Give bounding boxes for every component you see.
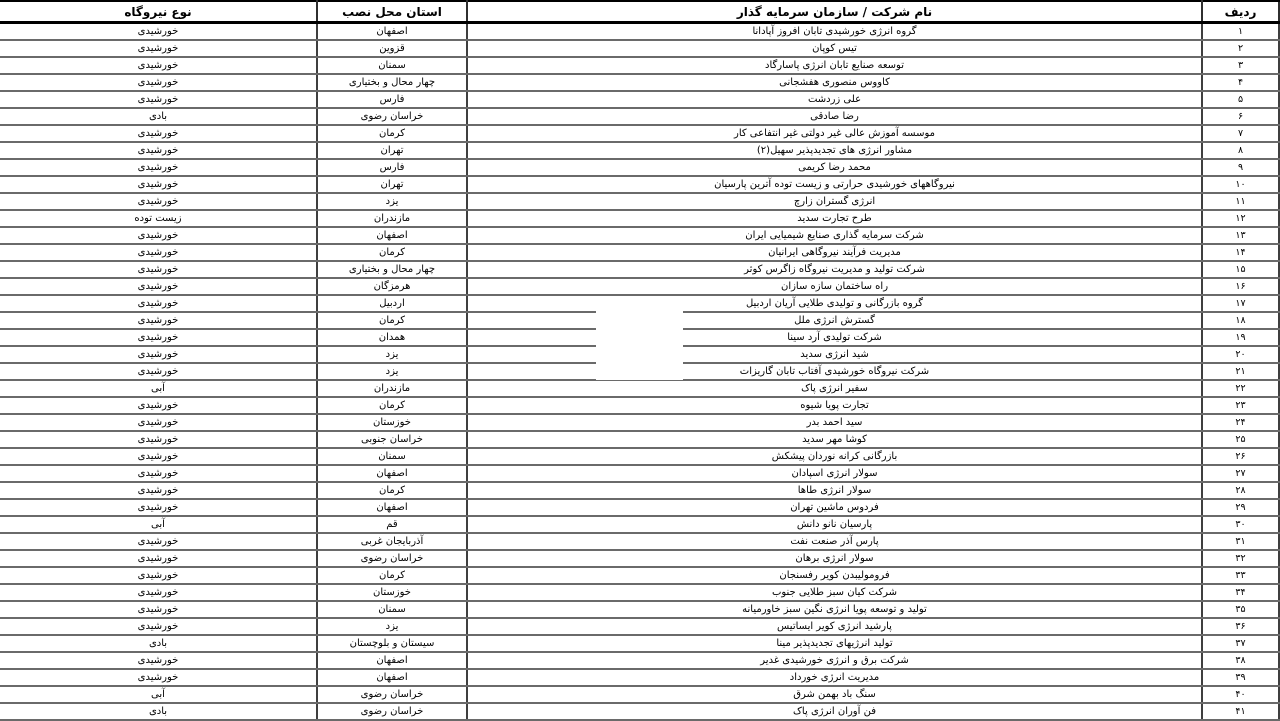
row-number-cell: ۵ [1202,91,1279,108]
company-cell: بازرگانی کرانه نوردان پیشکش [467,448,1202,465]
row-number-cell: ۲۵ [1202,431,1279,448]
row-number-cell: ۱۷ [1202,295,1279,312]
type-cell: خورشیدی [0,312,317,329]
table-row [0,550,1279,567]
type-cell: خورشیدی [0,74,317,91]
table-row [0,261,1279,278]
type-cell: بادی [0,108,317,125]
company-cell: مدیریت فرآیند نیروگاهی ایرانیان [467,244,1202,261]
company-cell: گروه انرژی خورشیدی تابان افروز آپادانا [467,23,1202,41]
province-cell: خراسان رضوی [317,108,467,125]
table-row [0,57,1279,74]
type-cell: خورشیدی [0,601,317,618]
table-row [0,516,1279,533]
row-number-cell: ۴ [1202,74,1279,91]
type-cell: آبی [0,516,317,533]
province-cell: یزد [317,346,467,363]
province-cell: قزوین [317,40,467,57]
row-number-cell: ۸ [1202,142,1279,159]
company-cell: شرکت تولید و مدیریت نیروگاه زاگرس کوثر [467,261,1202,278]
table-row [0,482,1279,499]
row-number-cell: ۲۷ [1202,465,1279,482]
table-row [0,74,1279,91]
row-number-cell: ۶ [1202,108,1279,125]
table-row [0,431,1279,448]
type-cell: خورشیدی [0,261,317,278]
table-row [0,635,1279,652]
row-number-cell: ۷ [1202,125,1279,142]
table-row [0,618,1279,635]
company-cell: گسترش انرژی ملل [467,312,1202,329]
company-cell: انرژی گستران زارچ [467,193,1202,210]
table-row [0,499,1279,516]
type-cell: خورشیدی [0,295,317,312]
province-cell: خوزستان [317,414,467,431]
company-cell: سولار انرژی طاها [467,482,1202,499]
type-cell: خورشیدی [0,618,317,635]
company-cell: پارس آذر صنعت نفت [467,533,1202,550]
company-cell: تولید انرژیهای تجدیدپذیر مینا [467,635,1202,652]
company-cell: فردوس ماشین تهران [467,499,1202,516]
type-cell: خورشیدی [0,414,317,431]
row-number-cell: ۳۲ [1202,550,1279,567]
row-number-cell: ۱۳ [1202,227,1279,244]
type-cell: خورشیدی [0,57,317,74]
row-number-cell: ۲ [1202,40,1279,57]
table-row [0,125,1279,142]
province-cell: کرمان [317,244,467,261]
company-cell: طرح تجارت سدید [467,210,1202,227]
province-cell: خراسان رضوی [317,550,467,567]
province-cell: کرمان [317,567,467,584]
type-cell: زیست توده [0,210,317,227]
type-cell: خورشیدی [0,448,317,465]
province-cell: اصفهان [317,669,467,686]
row-number-cell: ۲۸ [1202,482,1279,499]
type-cell: خورشیدی [0,482,317,499]
company-cell: سفیر انرژی پاک [467,380,1202,397]
type-cell: آبی [0,380,317,397]
company-cell: تیس کوپان [467,40,1202,57]
row-number-cell: ۳۰ [1202,516,1279,533]
province-cell: کرمان [317,125,467,142]
province-cell: خراسان رضوی [317,703,467,720]
company-cell: محمد رضا کریمی [467,159,1202,176]
row-number-cell: ۱۱ [1202,193,1279,210]
row-number-cell: ۳۴ [1202,584,1279,601]
table-row [0,652,1279,669]
province-cell: تهران [317,142,467,159]
row-number-cell: ۲۴ [1202,414,1279,431]
type-cell: خورشیدی [0,465,317,482]
redaction-patch [596,308,683,380]
row-number-cell: ۳۳ [1202,567,1279,584]
table-row [0,40,1279,57]
province-cell: فارس [317,91,467,108]
company-cell: شید انرژی سدید [467,346,1202,363]
table-row [0,108,1279,125]
type-cell: خورشیدی [0,227,317,244]
company-cell: شرکت تولیدی آرد سینا [467,329,1202,346]
company-cell: شرکت کیان سبز طلایی جنوب [467,584,1202,601]
type-cell: خورشیدی [0,125,317,142]
type-cell: خورشیدی [0,533,317,550]
table-row [0,567,1279,584]
type-cell: خورشیدی [0,193,317,210]
company-cell: تولید و توسعه پویا انرژی نگین سبز خاورمیانه [467,601,1202,618]
company-cell: مدیریت انرژی خورداد [467,669,1202,686]
table-row [0,397,1279,414]
table-row [0,414,1279,431]
row-number-cell: ۳۵ [1202,601,1279,618]
type-cell: خورشیدی [0,652,317,669]
province-cell: خراسان رضوی [317,686,467,703]
province-cell: اصفهان [317,499,467,516]
row-number-cell: ۳۶ [1202,618,1279,635]
province-cell: هرمزگان [317,278,467,295]
row-number-cell: ۲۲ [1202,380,1279,397]
type-cell: خورشیدی [0,159,317,176]
province-cell: خراسان جنوبی [317,431,467,448]
province-cell: یزد [317,193,467,210]
company-cell: سولار انرژی برهان [467,550,1202,567]
company-cell: تجارت پویا شیوه [467,397,1202,414]
table-row [0,533,1279,550]
row-number-cell: ۳۱ [1202,533,1279,550]
table-row [0,23,1279,41]
row-number-cell: ۱ [1202,23,1279,41]
row-number-cell: ۲۰ [1202,346,1279,363]
type-cell: بادی [0,703,317,720]
province-cell: اصفهان [317,227,467,244]
row-number-cell: ۳۷ [1202,635,1279,652]
company-cell: پارسیان نانو دانش [467,516,1202,533]
type-cell: خورشیدی [0,176,317,193]
province-cell: یزد [317,618,467,635]
row-number-cell: ۱۹ [1202,329,1279,346]
type-cell: خورشیدی [0,23,317,41]
province-cell: اردبیل [317,295,467,312]
row-number-cell: ۱۵ [1202,261,1279,278]
province-cell: مازندران [317,210,467,227]
table-row [0,278,1279,295]
company-cell: شرکت نیروگاه خورشیدی آفتاب تابان گاریزات [467,363,1202,380]
row-number-cell: ۱۴ [1202,244,1279,261]
table-row [0,244,1279,261]
company-cell: توسعه صنایع تابان انرژی پاسارگاد [467,57,1202,74]
company-cell: پارشید انرژی کویر ایساتیس [467,618,1202,635]
header-company-name: نام شرکت / سازمان سرمایه گذار [467,1,1202,23]
table-row [0,159,1279,176]
province-cell: یزد [317,363,467,380]
table-row [0,584,1279,601]
province-cell: اصفهان [317,652,467,669]
type-cell: خورشیدی [0,363,317,380]
type-cell: خورشیدی [0,550,317,567]
header-install-province: استان محل نصب [317,1,467,23]
province-cell: سمنان [317,57,467,74]
company-cell: موسسه آموزش عالی غیر دولتی غیر انتفاعی کار [467,125,1202,142]
type-cell: خورشیدی [0,91,317,108]
company-cell: کوشا مهر سدید [467,431,1202,448]
type-cell: بادی [0,635,317,652]
company-cell: شرکت برق و انرژی خورشیدی غدیر [467,652,1202,669]
province-cell: اصفهان [317,465,467,482]
row-number-cell: ۴۱ [1202,703,1279,720]
table-header [0,1,1279,23]
type-cell: خورشیدی [0,142,317,159]
company-cell: سنگ باد بهمن شرق [467,686,1202,703]
type-cell: خورشیدی [0,431,317,448]
table-row [0,227,1279,244]
type-cell: خورشیدی [0,329,317,346]
table-row [0,601,1279,618]
type-cell: خورشیدی [0,499,317,516]
company-cell: شرکت سرمایه گذاری صنایع شیمیایی ایران [467,227,1202,244]
province-cell: سمنان [317,448,467,465]
row-number-cell: ۱۰ [1202,176,1279,193]
company-cell: گروه بازرگانی و تولیدی طلایی آریان اردبیل [467,295,1202,312]
table-row [0,448,1279,465]
table-row [0,91,1279,108]
type-cell: خورشیدی [0,40,317,57]
province-cell: قم [317,516,467,533]
type-cell: آبی [0,686,317,703]
company-cell: علی زردشت [467,91,1202,108]
company-cell: سولار انرژی اسپادان [467,465,1202,482]
table-row [0,142,1279,159]
table-row [0,193,1279,210]
company-cell: رضا صادقی [467,108,1202,125]
table-row [0,380,1279,397]
row-number-cell: ۲۹ [1202,499,1279,516]
table-row [0,465,1279,482]
province-cell: سیستان و بلوچستان [317,635,467,652]
company-cell: سید احمد بدر [467,414,1202,431]
header-plant-type: نوع نیروگاه [0,1,317,23]
type-cell: خورشیدی [0,244,317,261]
province-cell: کرمان [317,482,467,499]
row-number-cell: ۱۶ [1202,278,1279,295]
row-number-cell: ۳ [1202,57,1279,74]
province-cell: فارس [317,159,467,176]
table-row [0,703,1279,720]
province-cell: کرمان [317,397,467,414]
table-row [0,686,1279,703]
row-number-cell: ۱۲ [1202,210,1279,227]
province-cell: آذربایجان غربی [317,533,467,550]
table-row [0,669,1279,686]
company-cell: فن آوران انرژی پاک [467,703,1202,720]
province-cell: مازندران [317,380,467,397]
type-cell: خورشیدی [0,669,317,686]
header-row-number: ردیف [1202,1,1279,23]
row-number-cell: ۴۰ [1202,686,1279,703]
company-cell: فرومولیبدن کویر رفسنجان [467,567,1202,584]
company-cell: کاووس منصوری هفشجانی [467,74,1202,91]
row-number-cell: ۳۸ [1202,652,1279,669]
company-cell: مشاور انرژی های تجدیدپذیر سهیل(۲) [467,142,1202,159]
table-row [0,176,1279,193]
row-number-cell: ۲۱ [1202,363,1279,380]
province-cell: خوزستان [317,584,467,601]
type-cell: خورشیدی [0,278,317,295]
row-number-cell: ۱۸ [1202,312,1279,329]
company-cell: راه ساختمان سازه سازان [467,278,1202,295]
province-cell: تهران [317,176,467,193]
row-number-cell: ۹ [1202,159,1279,176]
company-cell: نیروگاههای خورشیدی حرارتی و زیست توده آترین پارسیان [467,176,1202,193]
type-cell: خورشیدی [0,584,317,601]
province-cell: چهار محال و بختیاری [317,74,467,91]
type-cell: خورشیدی [0,346,317,363]
type-cell: خورشیدی [0,397,317,414]
province-cell: همدان [317,329,467,346]
header-row [0,1,1279,23]
province-cell: اصفهان [317,23,467,41]
type-cell: خورشیدی [0,567,317,584]
table-row [0,210,1279,227]
row-number-cell: ۲۳ [1202,397,1279,414]
province-cell: کرمان [317,312,467,329]
row-number-cell: ۲۶ [1202,448,1279,465]
province-cell: چهار محال و بختیاری [317,261,467,278]
row-number-cell: ۳۹ [1202,669,1279,686]
province-cell: سمنان [317,601,467,618]
